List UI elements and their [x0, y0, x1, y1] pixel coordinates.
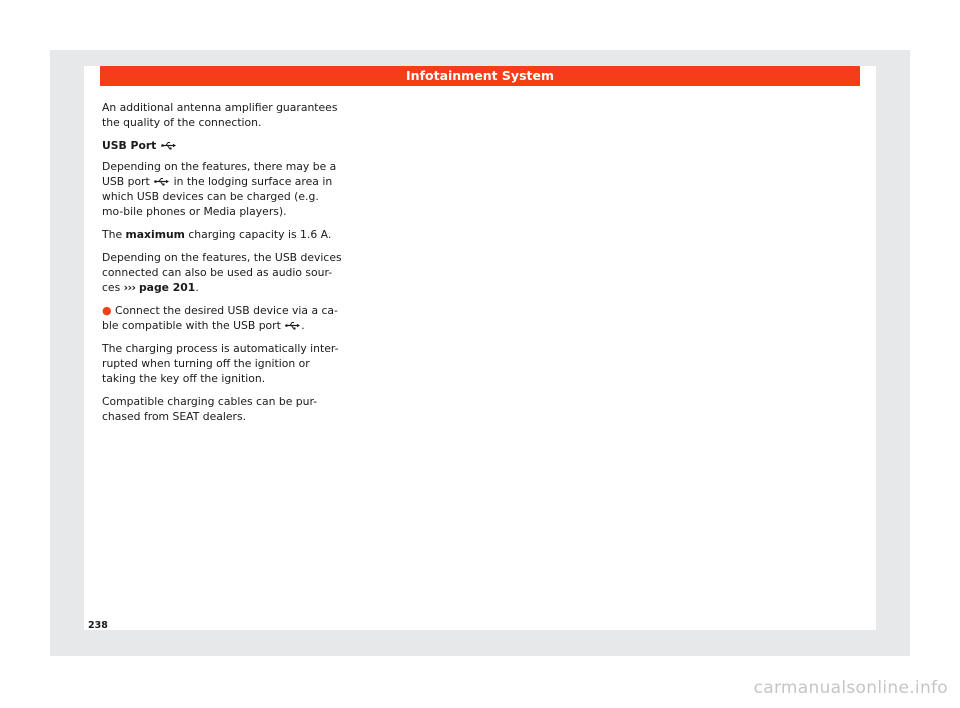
usb-description-text-before: Depending on the features, there may be a USB port	[102, 160, 337, 188]
instruction-bullet	[102, 303, 342, 333]
audio-source-paragraph	[102, 250, 342, 295]
capacity-text-after: charging capacity is 1.6 A.	[184, 228, 332, 241]
charging-interrupt-paragraph: The charging process is automatically inter-rupted when turning off the ignition or taking the key off the ignition.	[102, 342, 339, 385]
usb-icon	[154, 177, 169, 186]
page-reference-link[interactable]: page 201	[138, 281, 196, 294]
audio-source-text: Depending on the features, the USB devices connected can also be used as audio sour-ces	[102, 251, 342, 294]
usb-description-text-after: in the lodging surface area in which USB devices can be charged (e.g. mo-bile phones or Media players).	[102, 175, 333, 218]
dealer-cables-paragraph: Compatible charging cables can be pur-chased from SEAT dealers.	[102, 395, 318, 423]
usb-description-paragraph	[102, 159, 342, 219]
page-number: 238	[88, 620, 108, 631]
section-header	[100, 66, 860, 86]
charging-capacity-paragraph	[102, 227, 342, 242]
audio-source-text-end: .	[195, 281, 199, 294]
reference-arrows: ›››	[123, 281, 136, 294]
text-column	[102, 100, 342, 432]
bullet-text-after: .	[301, 319, 305, 332]
usb-icon	[285, 321, 300, 330]
section-title: Infotainment System	[406, 68, 554, 83]
bullet-text-before: Connect the desired USB device via a ca-ble compatible with the USB port	[102, 304, 338, 332]
usb-port-heading-text: USB Port	[102, 139, 157, 152]
watermark-text: carmanualsonline.info	[753, 678, 948, 698]
capacity-text-before: The	[102, 228, 126, 241]
intro-paragraph: An additional antenna amplifier guarantees the quality of the connection.	[102, 101, 338, 129]
usb-port-heading	[102, 138, 342, 153]
usb-icon	[161, 141, 176, 150]
capacity-emphasis: maximum	[125, 228, 185, 241]
bullet-dot-icon: ●	[102, 304, 112, 317]
